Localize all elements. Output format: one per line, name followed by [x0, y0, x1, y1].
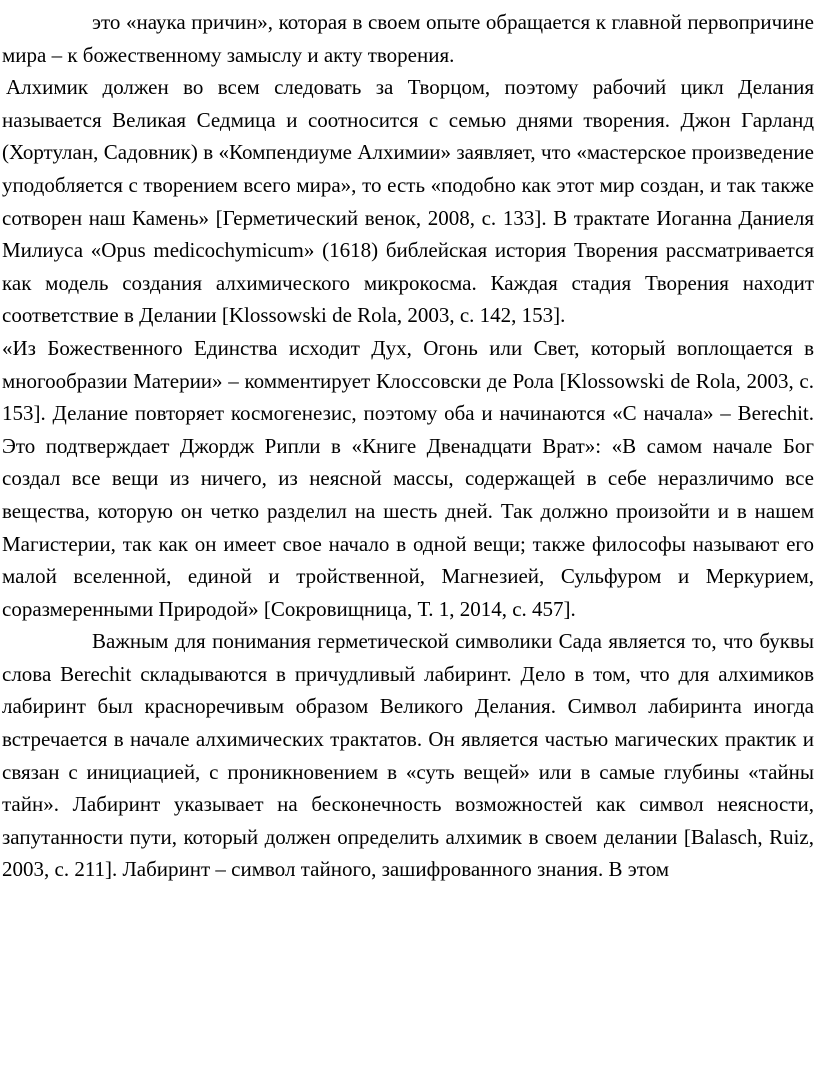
paragraph-2: Алхимик должен во всем следовать за Творцом, поэтому рабочий цикл Делания называется Великая Седмица и соотносится с семью днями творения. Джон Гарланд (Хортулан, Садовник) в «Компендиуме Алхимии» заявляет, что «мастерское произведение уподобляется с творением всего мира», то есть «подобно как этот мир создан, и так также сотворен наш Камень» [Герметический венок, 2008, с. 133]. В трактате Иоганна Даниеля Милиуса «Opus medicochymicum» (1618) библейская история Творения рассматривается как модель создания алхимического микрокосма. Каждая стадия Творения находит соответствие в Делании [Klossowski de Rola, 2003, с. 142, 153].: [2, 75, 814, 328]
paragraph-3: «Из Божественного Единства исходит Дух, Огонь или Свет, который воплощается в многообразии Материи» – комментирует Клоссовски де Рола [Klossowski de Rola, 2003, с. 153]. Делание повторяет космогенезис, поэтому оба и начинаются «С начала» – Berechit. Это подтверждает Джордж Рипли в «Книге Двенадцати Врат»: «В самом начале Бог создал все вещи из ничего, из неясной массы, содержащей в себе неразличимо все вещества, которую он четко разделил на шесть дней. Так должно произойти и в нашем Магистерии, так как он имеет свое начало в одной вещи; также философы называют его малой вселенной, единой и тройственной, Магнезией, Сульфуром и Меркурием, соразмеренными Природой» [Сокровищница, Т. 1, 2014, с. 457].: [2, 335, 814, 621]
paragraph-1: это «наука причин», которая в своем опыте обращается к главной первопричине мира – к божественному замыслу и акту творения.: [2, 10, 814, 67]
paragraph-4: Важным для понимания герметической символики Сада является то, что буквы слова Berechit складываются в причудливый лабиринт. Дело в том, что для алхимиков лабиринт был красноречивым образом Великого Делания. Символ лабиринта иногда встречается в начале алхимических трактатов. Он является частью магических практик и связан с инициацией, с проникновением в «суть вещей» или в самые глубины «тайны тайн». Лабиринт указывает на бесконечность возможностей как символ неясности, запутанности пути, который должен определить алхимик в своем делании [Balasch, Ruiz, 2003, с. 211]. Лабиринт – символ тайного, зашифрованного знания. В этом: [2, 629, 814, 882]
